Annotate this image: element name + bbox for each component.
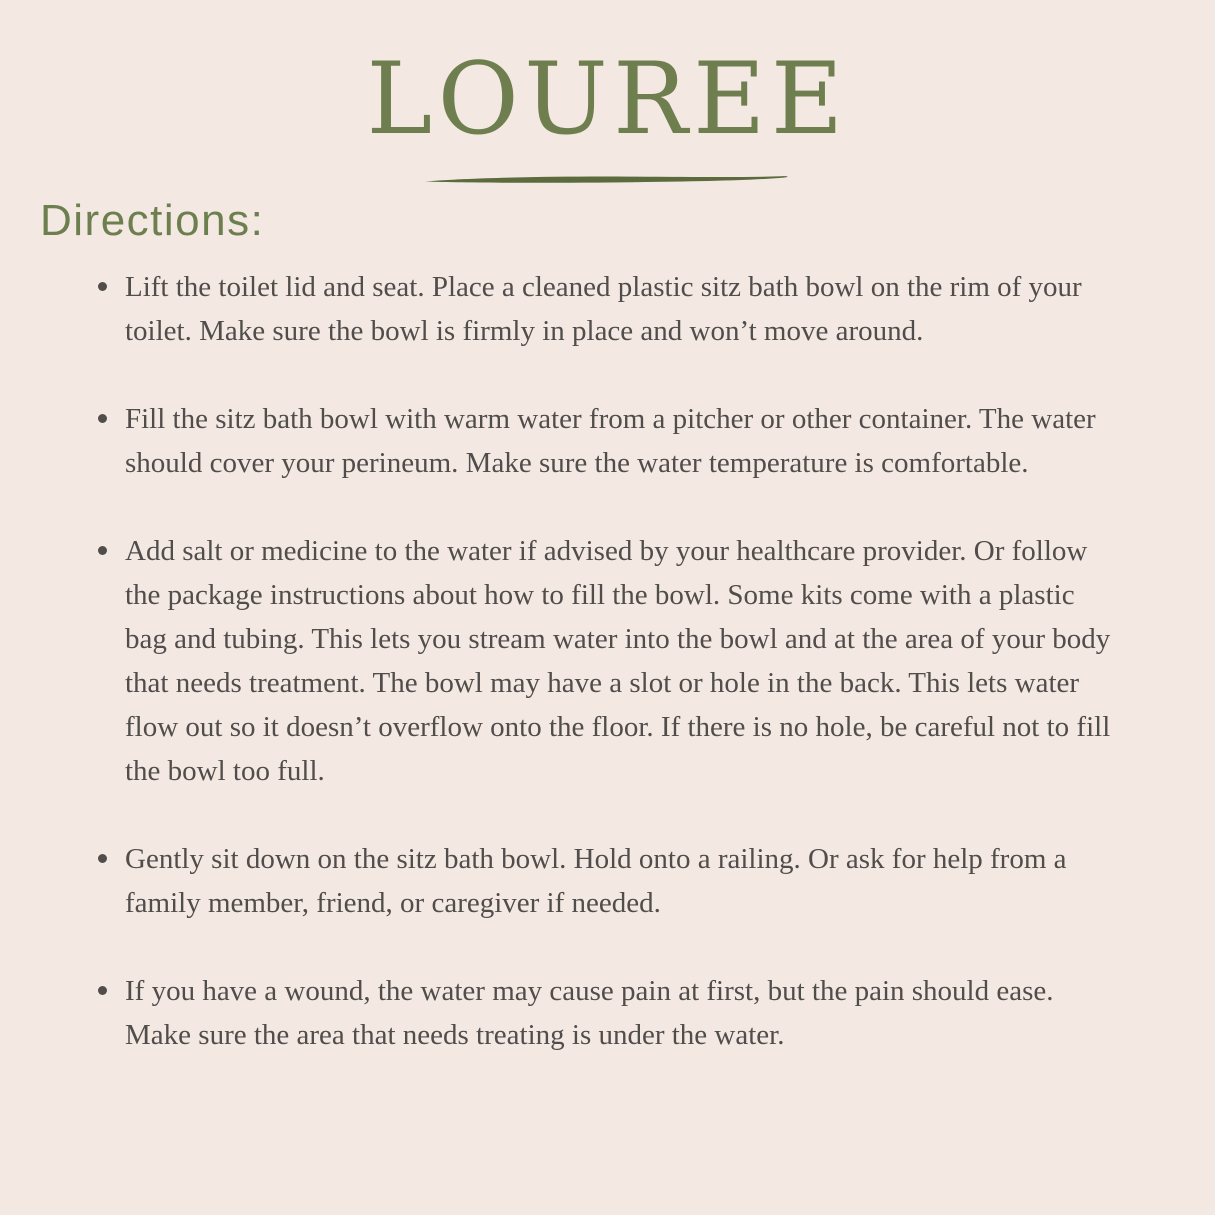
direction-item	[125, 397, 1115, 485]
bullet-icon	[98, 282, 107, 291]
direction-text: Lift the toilet lid and seat. Place a cleaned plastic sitz bath bowl on the rim of your toilet. Make sure the bowl is firmly in place and won’t move around.	[125, 271, 1082, 347]
direction-item	[125, 837, 1115, 925]
bullet-icon	[98, 414, 107, 423]
directions-heading: Directions:	[40, 196, 265, 245]
direction-text: Add salt or medicine to the water if advised by your healthcare provider. Or follow the package instructions about how to fill the bowl. Some kits come with a plastic bag and tubing. This lets you stream water into the bowl and at the area of your body that needs treatment. The bowl may have a slot or hole in the back. This lets water flow out so it doesn’t overflow onto the floor. If there is no hole, be careful not to fill the bowl too full.	[125, 535, 1111, 787]
direction-item	[125, 265, 1115, 353]
direction-item	[125, 529, 1115, 793]
direction-item	[125, 969, 1115, 1057]
direction-text: Gently sit down on the sitz bath bowl. Hold onto a railing. Or ask for help from a family member, friend, or caregiver if needed.	[125, 843, 1067, 919]
brand-logo: LOUREE	[366, 42, 849, 157]
directions-list	[125, 265, 1115, 1101]
bullet-icon	[98, 854, 107, 863]
direction-text: If you have a wound, the water may cause pain at first, but the pain should ease. Make sure the area that needs treating is under the water.	[125, 975, 1054, 1051]
direction-text: Fill the sitz bath bowl with warm water from a pitcher or other container. The water should cover your perineum. Make sure the water temperature is comfortable.	[125, 403, 1096, 479]
bullet-icon	[98, 546, 107, 555]
brand-underline-stroke	[424, 172, 790, 186]
bullet-icon	[98, 986, 107, 995]
